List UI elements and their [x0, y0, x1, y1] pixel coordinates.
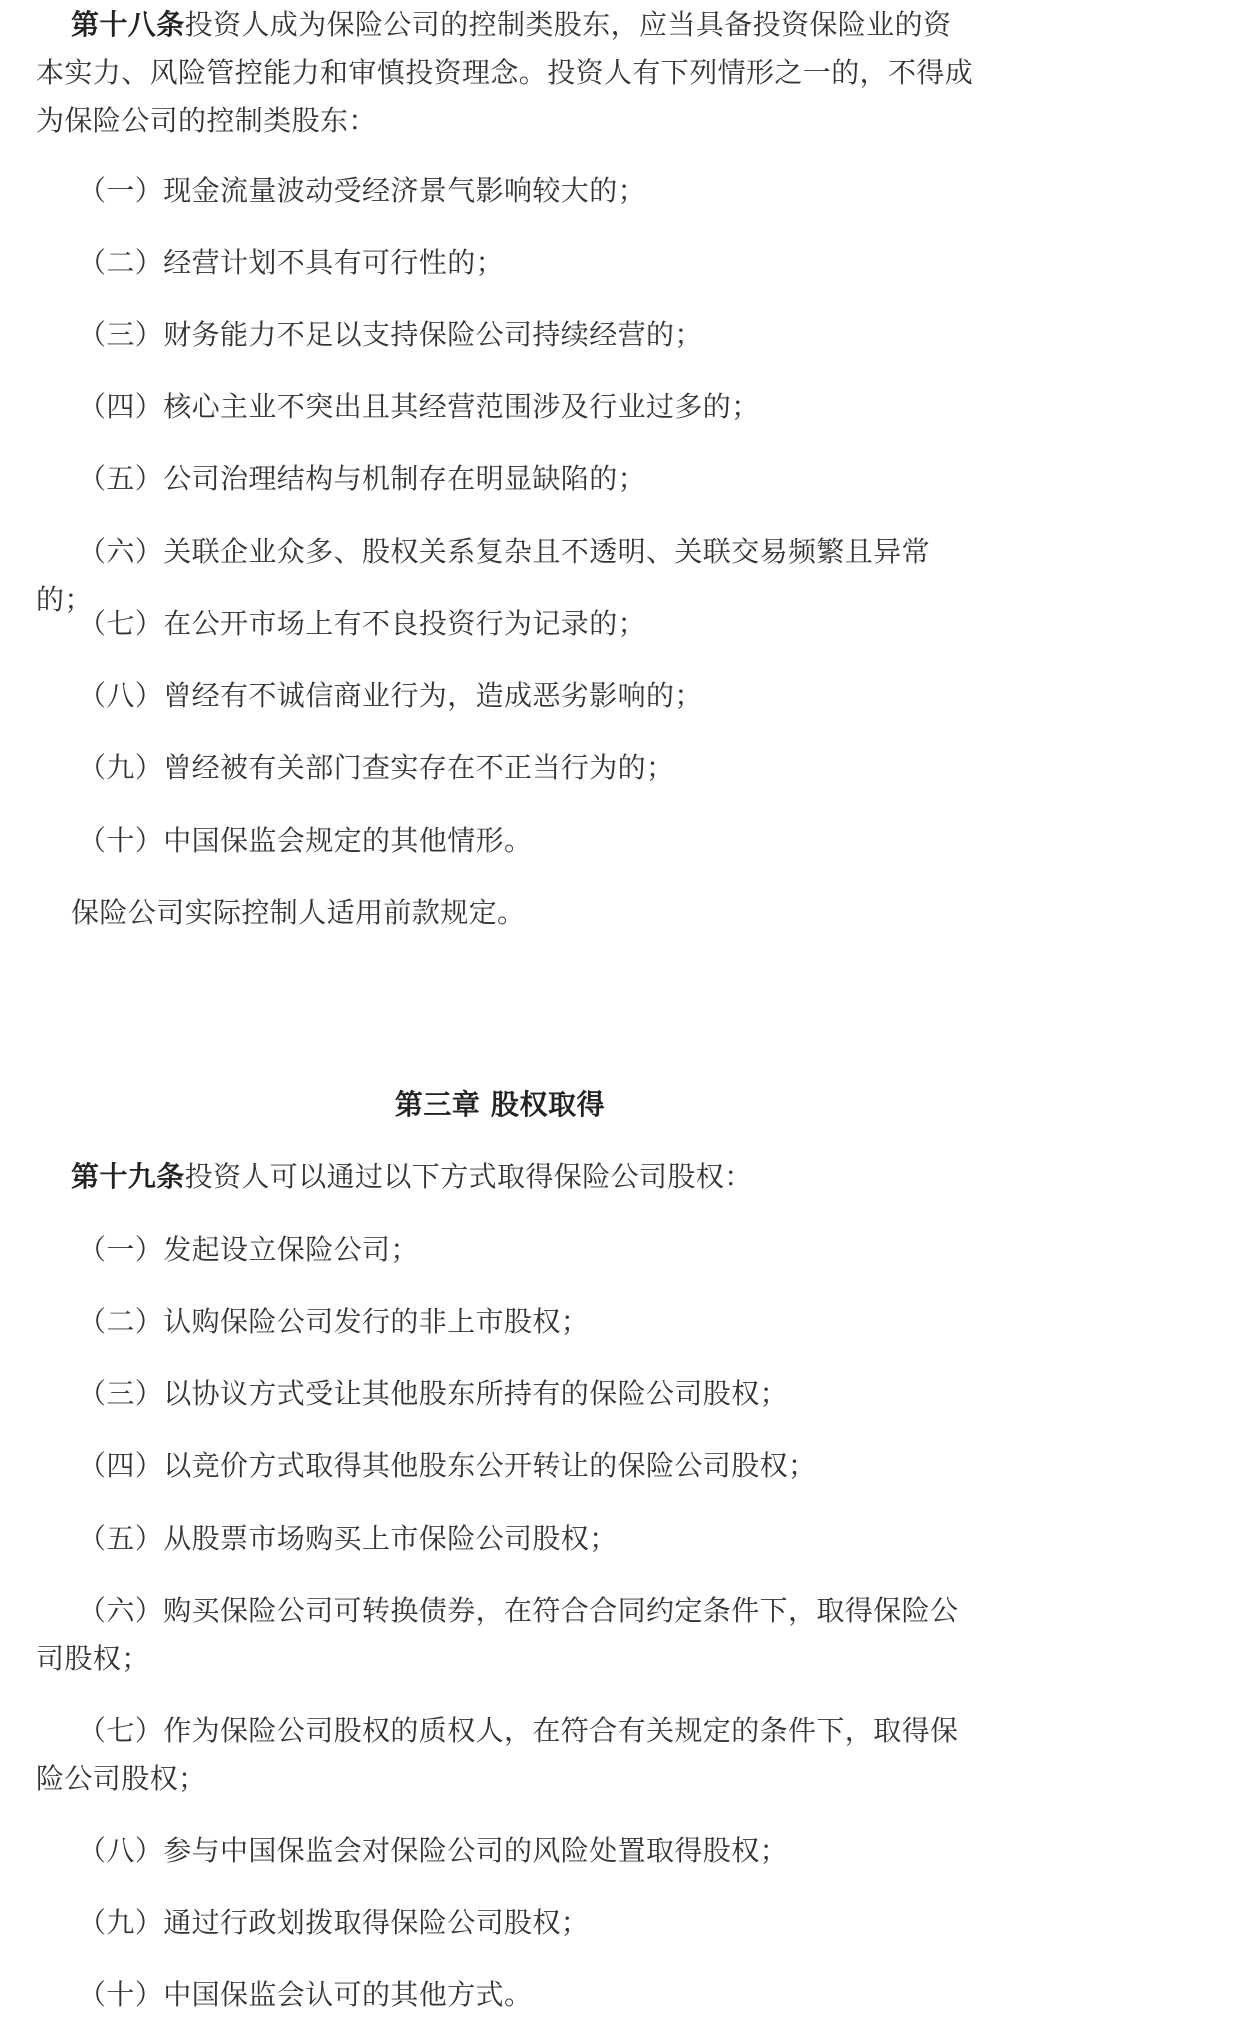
article-18-text: 投资人成为保险公司的控制类股东，应当具备投资保险业的资本实力、风险管控能力和审慎投资理念。投资人有下列情形之一的，不得成为保险公司的控制类股东：	[36, 8, 974, 137]
article-19-item-8: （八）参与中国保监会对保险公司的风险处置取得股权；	[78, 1834, 789, 1867]
article-19-item-10: （十）中国保监会认可的其他方式。	[78, 1978, 533, 2011]
article-18-item-7: （七）在公开市场上有不良投资行为记录的；	[78, 607, 647, 640]
article-19-text: 投资人可以通过以下方式取得保险公司股权：	[184, 1160, 753, 1193]
article-18-item-6: （六）关联企业众多、股权关系复杂且不透明、关联交易频繁且异常的；	[36, 535, 931, 616]
article-18-heading: 第十八条	[71, 8, 185, 41]
article-19-item-3: （三）以协议方式受让其他股东所持有的保险公司股权；	[78, 1377, 789, 1410]
article-18-closing: 保险公司实际控制人适用前款规定。	[71, 896, 526, 929]
chapter-3-title: 第三章 股权取得	[394, 1088, 606, 1121]
article-19-paragraph	[36, 1153, 976, 1201]
article-19-heading: 第十九条	[71, 1160, 185, 1193]
article-19-item-5: （五）从股票市场购买上市保险公司股权；	[78, 1522, 618, 1555]
article-19-item-7: （七）作为保险公司股权的质权人，在符合有关规定的条件下，取得保险公司股权；	[36, 1714, 959, 1795]
article-18-item-3: （三）财务能力不足以支持保险公司持续经营的；	[78, 318, 703, 351]
article-18-item-5: （五）公司治理结构与机制存在明显缺陷的；	[78, 462, 647, 495]
article-18-item-8: （八）曾经有不诚信商业行为，造成恶劣影响的；	[78, 679, 703, 712]
article-18-item-10: （十）中国保监会规定的其他情形。	[78, 824, 533, 857]
article-18-item-4: （四）核心主业不突出且其经营范围涉及行业过多的；	[78, 390, 760, 423]
article-19-item-4: （四）以竞价方式取得其他股东公开转让的保险公司股权；	[78, 1449, 817, 1482]
article-19-item-9: （九）通过行政划拨取得保险公司股权；	[78, 1906, 590, 1939]
article-18-item-1: （一）现金流量波动受经济景气影响较大的；	[78, 174, 647, 207]
article-18-paragraph	[36, 1, 976, 145]
article-19-item-2: （二）认购保险公司发行的非上市股权；	[78, 1305, 590, 1338]
article-19-item-1: （一）发起设立保险公司；	[78, 1233, 419, 1266]
article-18-item-2: （二）经营计划不具有可行性的；	[78, 246, 505, 279]
article-18-item-9: （九）曾经被有关部门查实存在不正当行为的；	[78, 751, 675, 784]
article-19-item-6: （六）购买保险公司可转换债券，在符合合同约定条件下，取得保险公司股权；	[36, 1594, 959, 1675]
